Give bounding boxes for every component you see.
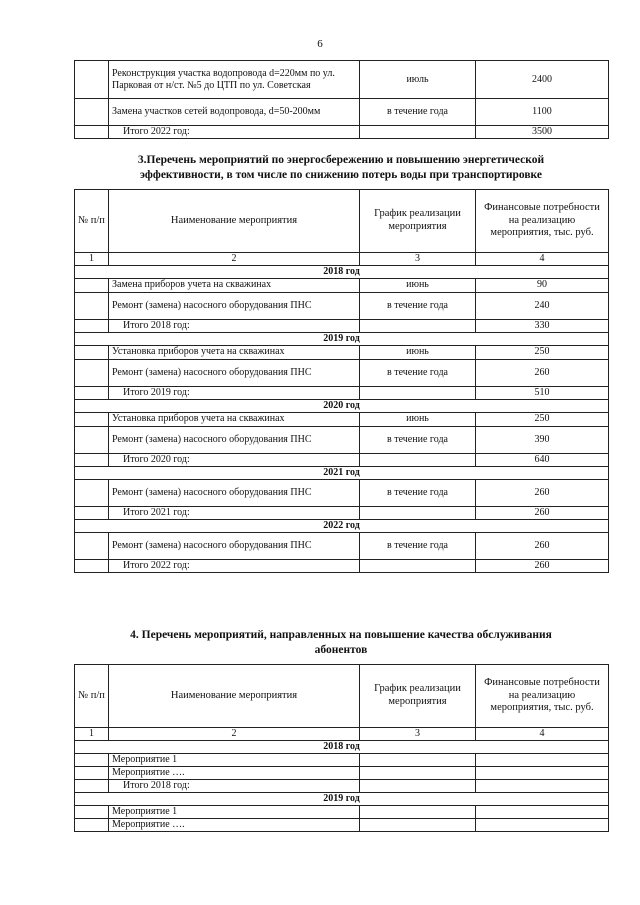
customer-service-table xyxy=(74,664,609,832)
total-row xyxy=(75,126,609,139)
year-row: 2020 год xyxy=(75,399,609,412)
table-row: Ремонт (замена) насосного оборудования ПНС в течение года 260 xyxy=(75,532,609,559)
total-row: Итого 2019 год: 510 xyxy=(75,386,609,399)
section4-title: 4. Перечень мероприятий, направленных на повышение качества обслуживания абонентов xyxy=(130,629,552,656)
total-amount: 3500 xyxy=(476,126,609,139)
table-row: Ремонт (замена) насосного оборудования ПНС в течение года 390 xyxy=(75,426,609,453)
header-schedule: График реализации мероприятия xyxy=(360,665,476,728)
year-row: 2022 год xyxy=(75,519,609,532)
table-row: Мероприятие …. xyxy=(75,766,609,779)
water-supply-table xyxy=(74,60,609,139)
energy-saving-table xyxy=(74,189,609,573)
table-row: Мероприятие …. xyxy=(75,818,609,831)
header-row xyxy=(75,665,609,728)
header-name: Наименование мероприятия xyxy=(109,665,360,728)
year-row: 2018 год xyxy=(75,265,609,278)
table-row: Ремонт (замена) насосного оборудования ПНС в течение года 260 xyxy=(75,479,609,506)
page-number: 6 xyxy=(317,38,323,50)
total-row: Итого 2018 год: 330 xyxy=(75,319,609,332)
header-finance: Финансовые потребности на реализацию мероприятия, тыс. руб. xyxy=(476,665,609,728)
header-num: № п/п xyxy=(75,665,109,728)
table-row: Мероприятие 1 xyxy=(75,753,609,766)
year-row: 2019 год xyxy=(75,792,609,805)
table-row xyxy=(75,61,609,99)
table-row xyxy=(75,99,609,126)
table-row: Мероприятие 1 xyxy=(75,805,609,818)
table-row: Установка приборов учета на скважинах июнь 250 xyxy=(75,412,609,426)
table-row: Ремонт (замена) насосного оборудования ПНС в течение года 240 xyxy=(75,292,609,319)
row-name: Замена участков сетей водопровода, d=50-200мм xyxy=(109,99,360,126)
row-schedule: июль xyxy=(360,61,476,99)
column-number-row: 1 2 3 4 xyxy=(75,253,609,266)
row-amount: 1100 xyxy=(476,99,609,126)
table-row: Установка приборов учета на скважинах июнь 250 xyxy=(75,345,609,359)
row-amount: 2400 xyxy=(476,61,609,99)
header-row xyxy=(75,190,609,253)
table-row: Ремонт (замена) насосного оборудования ПНС в течение года 260 xyxy=(75,359,609,386)
year-row: 2019 год xyxy=(75,332,609,345)
table-row: Замена приборов учета на скважинах июнь 90 xyxy=(75,278,609,292)
total-row: Итого 2022 год: 260 xyxy=(75,559,609,572)
total-row: Итого 2020 год: 640 xyxy=(75,453,609,466)
header-num: № п/п xyxy=(75,190,109,253)
total-row: Итого 2018 год: xyxy=(75,779,609,792)
year-row: 2018 год xyxy=(75,740,609,753)
header-name: Наименование мероприятия xyxy=(109,190,360,253)
row-name: Реконструкция участка водопровода d=220мм по ул. Парковая от н/ст. №5 до ЦТП по ул. Советская xyxy=(109,61,360,99)
header-finance: Финансовые потребности на реализацию мероприятия, тыс. руб. xyxy=(476,190,609,253)
total-label: Итого 2022 год: xyxy=(109,126,360,139)
column-number-row: 1 2 3 4 xyxy=(75,728,609,741)
total-row: Итого 2021 год: 260 xyxy=(75,506,609,519)
row-schedule: в течение года xyxy=(360,99,476,126)
header-schedule: График реализации мероприятия xyxy=(360,190,476,253)
section3-title: 3.Перечень мероприятий по энергосбережению и повышению энергетической эффективности, в том числе по снижению потерь воды при транспортировке xyxy=(137,154,545,181)
year-row: 2021 год xyxy=(75,466,609,479)
